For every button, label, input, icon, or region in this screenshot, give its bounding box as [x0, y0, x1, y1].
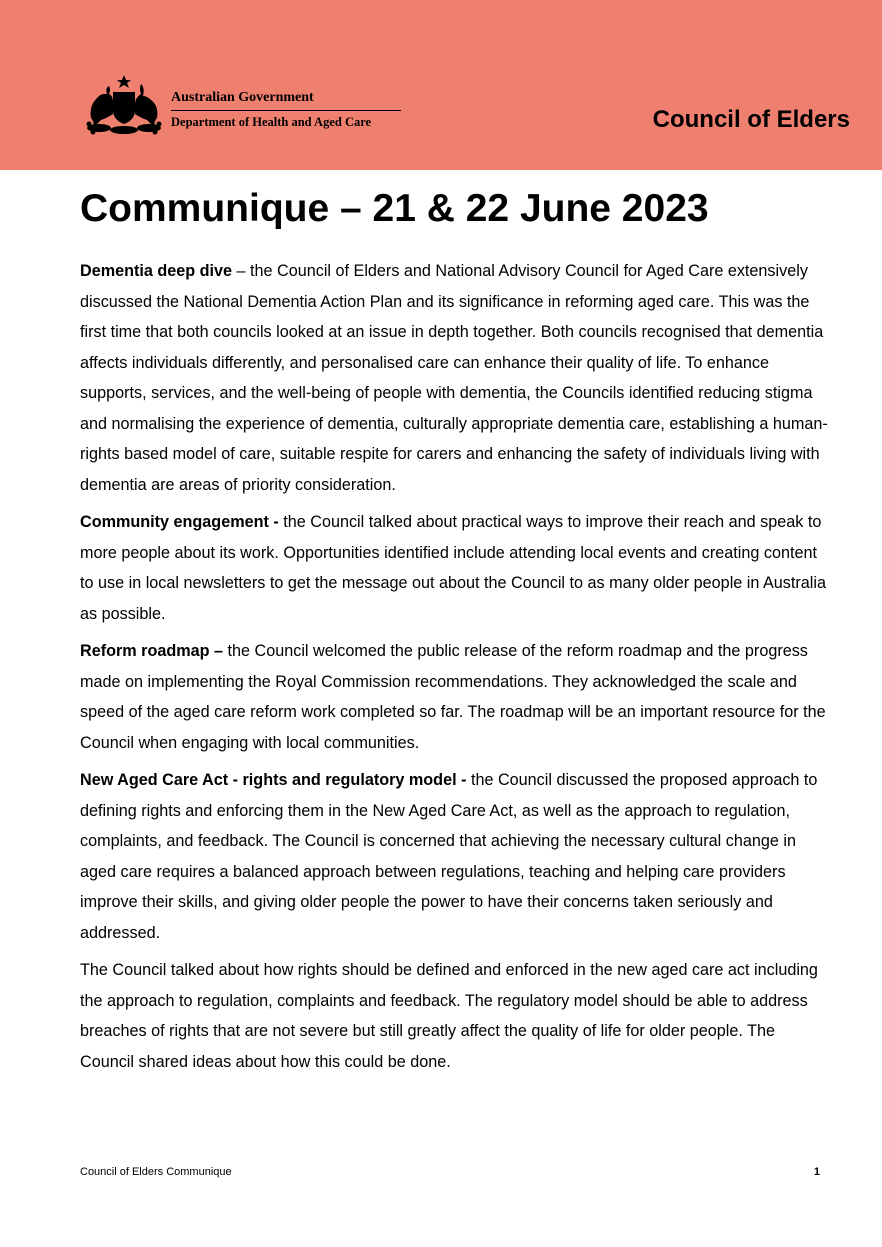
paragraph-heading: Dementia deep dive: [80, 262, 233, 280]
page-number: 1: [813, 1166, 820, 1178]
paragraph-text: the Council welcomed the public release of the reform roadmap and the progress made on implementing the Royal Commission recommendations. They acknowledged the scale and speed of the aged care reform work completed so far. The roadmap will be an important resource for the Council when engaging with local communities.: [80, 642, 826, 752]
page-title: Communique – 21 & 22 June 2023: [80, 187, 709, 230]
paragraph-dementia: Dementia deep dive – the Council of Elders and National Advisory Council for Aged Care extensively discussed the National Dementia Action Plan and its significance in reforming aged care. This was the first time that both councils looked at an issue in depth together. Both councils recognised that dementia affects individuals differently, and personalised care can enhance their quality of life. To enhance supports, services, and the well-being of people with dementia, the Councils identified reducing stigma and normalising the experience of dementia, culturally appropriate dementia care, establishing a human-rights based model of care, suitable respite for carers and enhancing the safety of individuals living with dementia are areas of priority consideration.: [80, 262, 828, 494]
coat-of-arms-icon: [83, 74, 165, 136]
paragraph-heading: Community engagement -: [80, 513, 279, 531]
paragraph-heading: Reform roadmap –: [80, 642, 224, 660]
communique-body: [80, 256, 828, 1084]
council-name: Council of Elders: [652, 106, 850, 133]
paragraph-rights: [80, 955, 828, 1077]
paragraph-text: the Council of Elders and National Advisory Council for Aged Care extensively discussed the National Dementia Action Plan and its significance in reforming aged care. This was the first time that both councils looked at an issue in depth together. Both councils recognised that dementia affects individuals differently, and personalised care can enhance their quality of life. To enhance supports, services, and the well-being of people with dementia, the Councils identified reducing stigma and normalising the experience of dementia, culturally appropriate dementia care, establishing a human-rights based model of care, suitable respite for carers and enhancing the safety of individuals living with dementia are areas of priority consideration.: [80, 262, 828, 494]
paragraph-reform-roadmap: [80, 636, 828, 758]
paragraph-text: the Council talked about practical ways to improve their reach and speak to more people about its work. Opportunities identified include attending local events and creating content to use in local newsletters to get the message out about the Council to as many older people in Australia as possible.: [80, 513, 826, 623]
header-band: [0, 0, 882, 170]
government-name: Australian Government: [171, 90, 314, 105]
header-divider: [171, 110, 401, 111]
paragraph-text: The Council talked about how rights should be defined and enforced in the new aged care act including the approach to regulation, complaints and feedback. The regulatory model should be able to address breaches of rights that are not severe but still greatly affect the quality of life for older people. The Council shared ideas about how this could be done.: [80, 961, 818, 1071]
paragraph-text: the Council discussed the proposed approach to defining rights and enforcing them in the New Aged Care Act, as well as the approach to regulation, complaints, and feedback. The Council is concerned that achieving the necessary cultural change in aged care requires a balanced approach between regulations, teaching and helping care providers improve their skills, and giving older people the power to have their concerns taken seriously and addressed.: [80, 771, 818, 942]
department-name: Department of Health and Aged Care: [171, 115, 372, 129]
paragraph-heading: New Aged Care Act - rights and regulatory model -: [80, 771, 467, 789]
paragraph-community-engagement: [80, 507, 828, 629]
footer-label: Council of Elders Communique: [80, 1166, 232, 1178]
paragraph-aged-care-act: [80, 765, 828, 948]
